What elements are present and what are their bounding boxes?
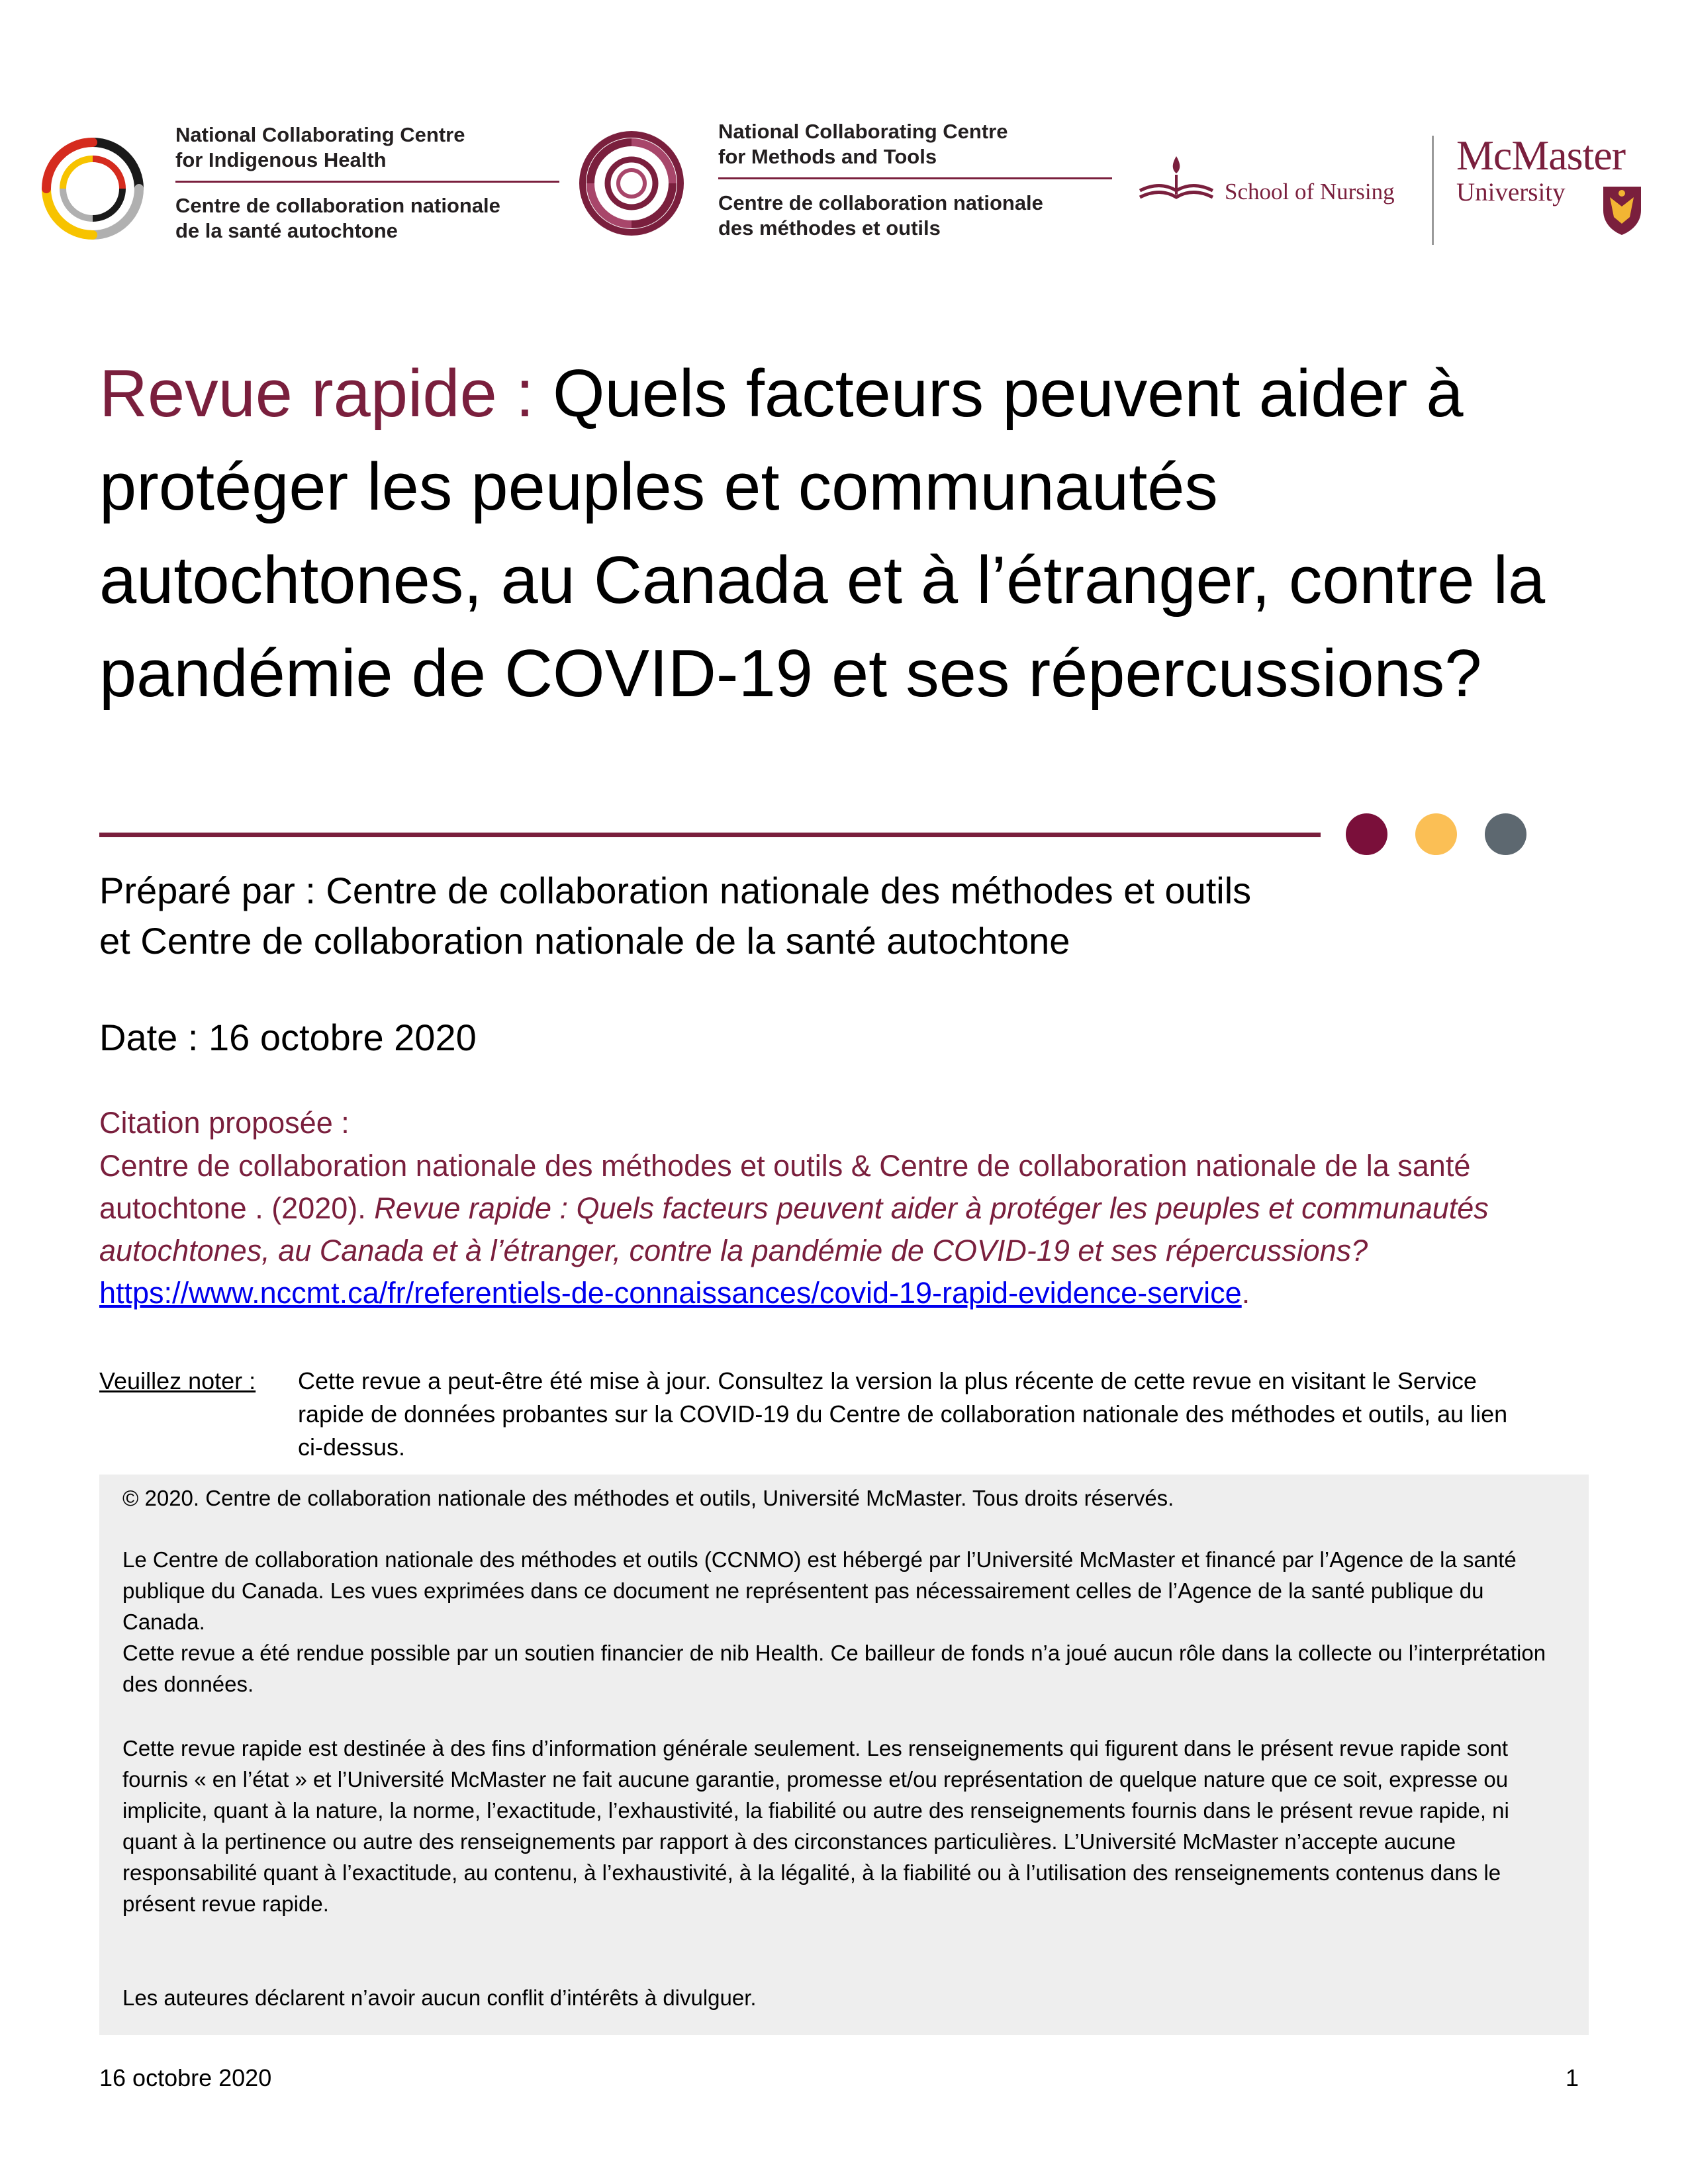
note-label: Veuillez noter : (99, 1367, 256, 1394)
disclaimer-support: Cette revue a été rendue possible par un soutien financier de nib Health. Ce bailleur de fonds n’a joué aucun rôle dans la collecte ou l’interprétation des données. (122, 1641, 1546, 1696)
nccih-logo-icon (36, 132, 149, 245)
document-date: Date : 16 octobre 2020 (99, 1017, 477, 1058)
citation-end: . (1241, 1276, 1250, 1310)
disclaimer-purpose: Cette revue rapide est destinée à des fins d’information générale seulement. Les renseignements qui figurent dans le présent revue rapide sont fournis « en l’état » et l’Université McMaster ne fait aucune garantie, promesse et/ou représentation de quelque nature que ce soit, expresse ou implicite, quant à la nature, la norme, l’exactitude, l’exhaustivité, la fiabilité ou autre des renseignements fournis dans le présent revue rapide, ni quant à la pertinence ou autre des renseignements par rapport à des circonstances particulières. L’Université McMaster n’accepte aucune responsabilité quant à l’exactitude, au contenu, à l’exhaustivité, à la légalité, à la fiabilité ou à l’utilisation des renseignements contenus dans le présent revue rapide. (122, 1736, 1509, 1916)
title-divider (99, 833, 1321, 837)
logo-separator (1432, 136, 1434, 245)
disclaimer-copyright: © 2020. Centre de collaboration nationale des méthodes et outils, Université McMaster. Tous droits réservés. (122, 1486, 1174, 1510)
nccih-english-name: National Collaborating Centre for Indigenous Health (175, 123, 465, 171)
title-accent: Revue rapide : (99, 357, 553, 431)
decorative-dot-grey (1485, 813, 1526, 855)
page-title (99, 347, 1589, 721)
citation-text (99, 1145, 1589, 1314)
title-main: Quels facteurs peuvent aider à protéger les peuples et communautés autochtones, au Canada et à l’étranger, contre la pandémie de COVID-19 et ses répercussions? (99, 357, 1546, 711)
disclaimer-funding: Le Centre de collaboration nationale des méthodes et outils (CCNMO) est hébergé par l’Université McMaster et financé par l’Agence de la santé publique du Canada. Les vues exprimées dans ce document ne représentent pas nécessairement celles de l’Agence de la santé publique du Canada. (122, 1547, 1517, 1634)
decorative-dot-burgundy (1346, 813, 1387, 855)
nccmt-divider (718, 177, 1112, 179)
note-text: Cette revue a peut-être été mise à jour. Consultez la version la plus récente de cette revue en visitant le Service rapide de données probantes sur la COVID-19 du Centre de collaboration nationale des méthodes et outils, au lien ci-dessus. (298, 1367, 1508, 1461)
disclaimer-box (99, 1475, 1589, 2035)
mcmaster-university-wordmark: University (1456, 178, 1566, 206)
citation-link[interactable]: https://www.nccmt.ca/fr/referentiels-de-connaissances/covid-19-rapid-evidence-service (99, 1276, 1242, 1310)
nccih-french-name: Centre de collaboration nationale de la santé autochtone (175, 194, 500, 242)
nccih-divider (175, 181, 559, 183)
nccmt-logo-icon (577, 129, 686, 238)
citation-heading: Citation proposée : (99, 1106, 350, 1140)
nccmt-english-name: National Collaborating Centre for Methods and Tools (718, 120, 1008, 168)
mcmaster-crest-icon (1601, 184, 1644, 237)
prepared-by (99, 866, 1595, 966)
nursing-lamp-icon (1133, 151, 1219, 210)
disclaimer-conflict: Les auteures déclarent n’avoir aucun conflit d’intérêts à divulguer. (122, 1985, 757, 2010)
prepared-by-line-1: Préparé par : Centre de collaboration nationale des méthodes et outils (99, 870, 1252, 911)
mcmaster-wordmark: McMaster (1456, 132, 1626, 179)
footer-date: 16 octobre 2020 (99, 2064, 272, 2091)
citation-authors: Centre de collaboration nationale des méthodes et outils & Centre de collaboration nationale de la santé autochtone . (2020). (99, 1149, 1471, 1225)
decorative-dot-gold (1415, 813, 1457, 855)
nccmt-french-name: Centre de collaboration nationale des méthodes et outils (718, 191, 1043, 240)
page-number: 1 (1566, 2064, 1579, 2091)
school-of-nursing-label: School of Nursing (1225, 179, 1395, 205)
citation-title: Revue rapide : Quels facteurs peuvent aider à protéger les peuples et communautés autochtones, au Canada et à l’étranger, contre la pandémie de COVID-19 et ses répercussions? (99, 1191, 1489, 1267)
prepared-by-line-2: et Centre de collaboration nationale de la santé autochtone (99, 920, 1070, 962)
